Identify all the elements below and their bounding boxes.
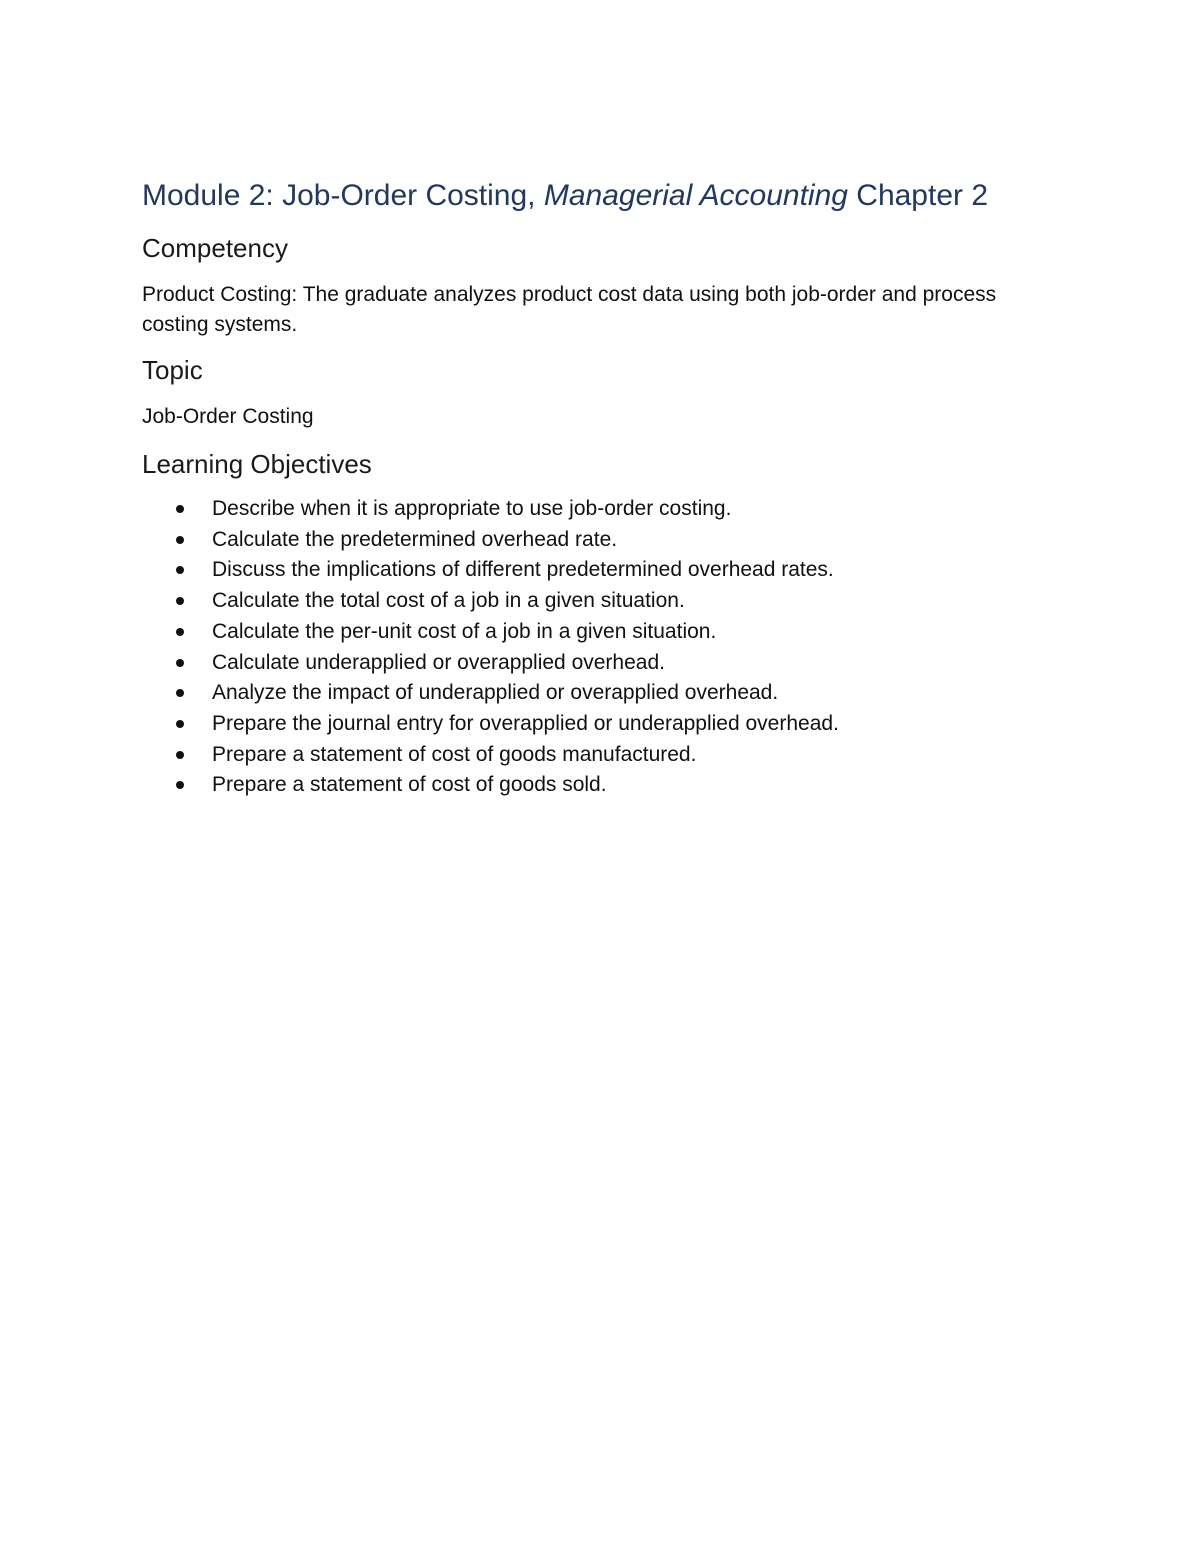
list-item-text: Prepare the journal entry for overapplied or underapplied overhead.	[212, 711, 839, 735]
list-item-text: Discuss the implications of different predetermined overhead rates.	[212, 558, 834, 582]
page-title	[142, 172, 1062, 220]
bullet-icon	[176, 781, 184, 789]
list-item-text: Calculate the predetermined overhead rate.	[212, 527, 618, 551]
topic-heading: Topic	[142, 355, 203, 385]
list-item	[142, 740, 1062, 771]
bullet-icon	[176, 566, 184, 574]
title-prefix: Module 2: Job-Order Costing,	[142, 179, 544, 212]
bullet-icon	[176, 628, 184, 636]
list-item-text: Calculate the total cost of a job in a given situation.	[212, 589, 685, 613]
title-suffix: Chapter 2	[847, 179, 989, 212]
list-item-text: Prepare a statement of cost of goods manufactured.	[212, 742, 697, 766]
bullet-icon	[176, 689, 184, 697]
bullet-icon	[176, 751, 184, 759]
bullet-icon	[176, 597, 184, 605]
bullet-icon	[176, 505, 184, 513]
list-item	[142, 617, 1062, 648]
list-item-text: Describe when it is appropriate to use job-order costing.	[212, 497, 732, 520]
list-item	[142, 494, 1062, 525]
title-book-name: Managerial Accounting	[543, 179, 848, 212]
list-item-text: Analyze the impact of underapplied or overapplied overhead.	[212, 681, 779, 705]
list-item	[142, 709, 1062, 740]
list-item-text: Calculate underapplied or overapplied overhead.	[212, 650, 665, 674]
topic-text: Job-Order Costing	[142, 405, 314, 428]
list-item-text: Calculate the per-unit cost of a job in a given situation.	[212, 619, 717, 643]
list-item	[142, 770, 1062, 801]
learning-objectives-list	[142, 494, 1062, 801]
bullet-icon	[176, 536, 184, 544]
bullet-icon	[176, 720, 184, 728]
learning-objectives-heading: Learning Objectives	[142, 449, 372, 479]
list-item-text: Prepare a statement of cost of goods sold.	[212, 773, 607, 797]
list-item	[142, 555, 1062, 586]
document-content	[142, 172, 1062, 801]
list-item	[142, 648, 1062, 679]
competency-heading: Competency	[142, 233, 288, 263]
list-item	[142, 586, 1062, 617]
list-item	[142, 525, 1062, 556]
bullet-icon	[176, 659, 184, 667]
competency-text: Product Costing: The graduate analyzes product cost data using both job-order and process costing systems.	[142, 283, 997, 336]
list-item	[142, 678, 1062, 709]
